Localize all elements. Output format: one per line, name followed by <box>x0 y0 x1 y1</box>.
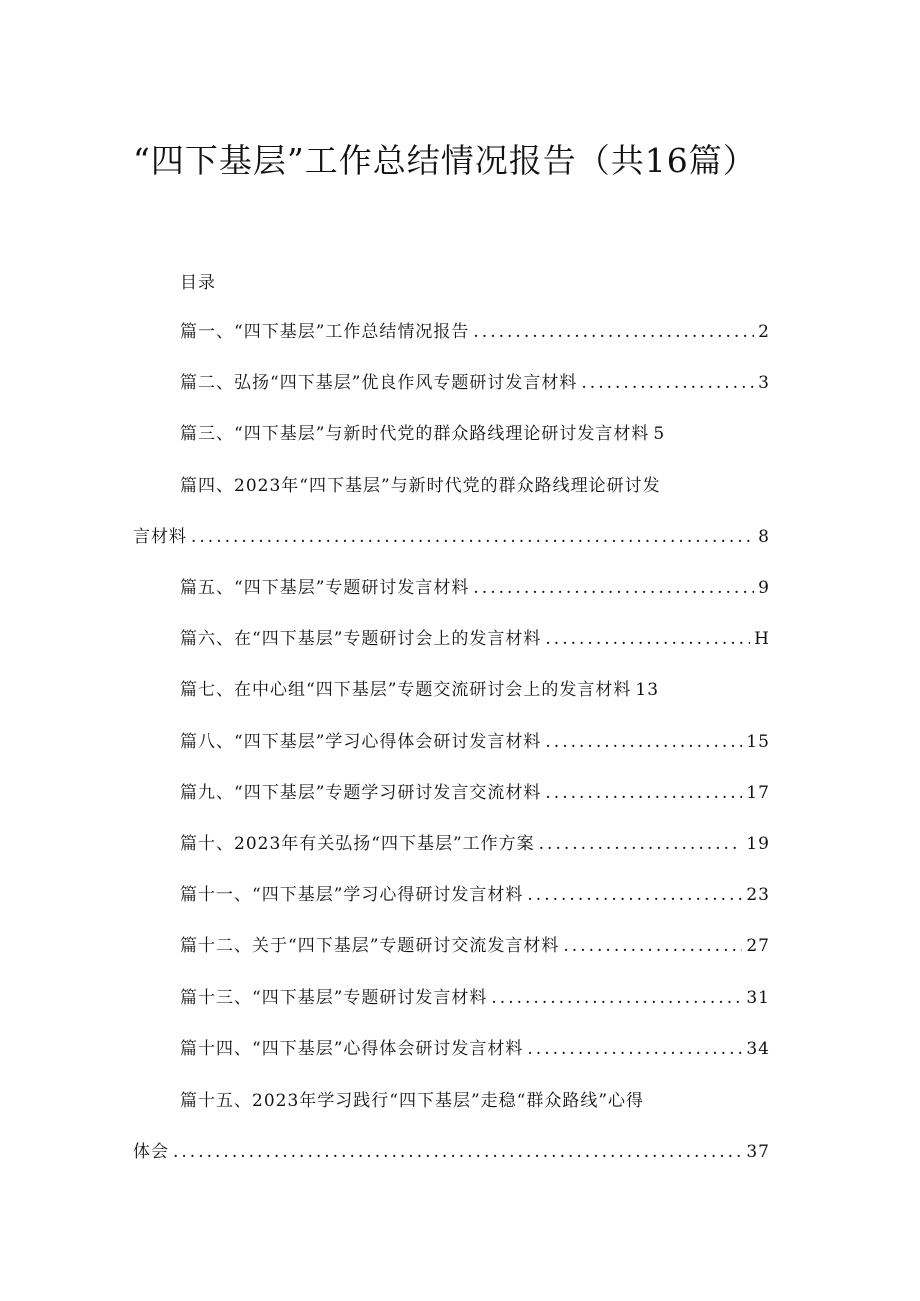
toc-leader-dots <box>527 883 742 907</box>
toc-leader-dots <box>539 832 743 856</box>
toc-entry-page: 9 <box>758 578 770 598</box>
toc-entry-text: 篇五、“四下基层”专题研讨发言材料 <box>180 578 470 598</box>
toc-entry-8[interactable] <box>180 730 770 754</box>
toc-entry-10[interactable] <box>180 832 770 856</box>
toc-entry-page: 13 <box>635 680 660 700</box>
toc-entry-text: 篇十二、关于“四下基层”专题研讨交流发言材料 <box>180 936 560 956</box>
toc-leader-dots <box>527 1037 742 1061</box>
toc-entry-text: 篇二、弘扬“四下基层”优良作风专题研讨发言材料 <box>180 373 578 393</box>
toc-entry-4-line1[interactable]: 篇四、2023年“四下基层”与新时代党的群众路线理论研讨发 <box>180 476 661 496</box>
toc-entry-page: H <box>754 629 770 649</box>
toc-entry-5[interactable] <box>180 576 770 600</box>
toc-entry-6[interactable] <box>180 627 770 651</box>
toc-entry-3[interactable] <box>180 422 770 446</box>
toc-leader-dots <box>563 934 742 958</box>
toc-heading: 目录 <box>180 273 216 293</box>
toc-entry-15[interactable] <box>133 1140 770 1164</box>
toc-entry-text: 篇十一、“四下基层”学习心得研讨发言材料 <box>180 885 524 905</box>
toc-leader-dots <box>545 730 742 754</box>
toc-leader-dots <box>473 576 754 600</box>
toc-leader-dots <box>173 1140 742 1164</box>
toc-entry-1[interactable] <box>180 320 770 344</box>
toc-entry-7[interactable] <box>180 678 770 702</box>
toc-entry-text: 篇十四、“四下基层”心得体会研讨发言材料 <box>180 1039 524 1059</box>
toc-leader-dots <box>581 371 754 395</box>
toc-entry-page: 8 <box>758 527 770 547</box>
toc-entry-text: 篇九、“四下基层”专题学习研讨发言交流材料 <box>180 783 542 803</box>
toc-leader-dots <box>473 320 754 344</box>
toc-entry-14[interactable] <box>180 1037 770 1061</box>
toc-leader-dots <box>191 525 754 549</box>
toc-entry-text: 言材料 <box>133 527 187 547</box>
toc-entry-page: 23 <box>746 885 770 905</box>
toc-leader-dots <box>545 781 742 805</box>
toc-entry-15-line1[interactable]: 篇十五、2023年学习践行“四下基层”走稳“群众路线”心得 <box>180 1091 645 1111</box>
toc-entry-text: 篇八、“四下基层”学习心得体会研讨发言材料 <box>180 732 542 752</box>
toc-entry-page: 37 <box>746 1142 770 1162</box>
toc-entry-text: 篇十三、“四下基层”专题研讨发言材料 <box>180 988 488 1008</box>
toc-entry-page: 27 <box>746 936 770 956</box>
toc-entry-13[interactable] <box>180 986 770 1010</box>
toc-entry-page: 17 <box>746 783 770 803</box>
toc-entry-text: 篇六、在“四下基层”专题研讨会上的发言材料 <box>180 629 542 649</box>
toc-entry-text: 篇三、“四下基层”与新时代党的群众路线理论研讨发言材料 <box>180 424 650 444</box>
toc-entry-page: 19 <box>746 834 770 854</box>
toc-entry-text: 篇一、“四下基层”工作总结情况报告 <box>180 322 470 342</box>
toc-leader-dots <box>545 627 750 651</box>
toc-entry-text: 篇十、2023年有关弘扬“四下基层”工作方案 <box>180 834 535 854</box>
toc-entry-page: 34 <box>746 1039 770 1059</box>
toc-entry-4[interactable] <box>133 525 770 549</box>
toc-entry-text: 篇七、在中心组“四下基层”专题交流研讨会上的发言材料 <box>180 680 632 700</box>
toc-entry-page: 3 <box>758 373 770 393</box>
toc-entry-2[interactable] <box>180 371 770 395</box>
toc-entry-page: 15 <box>746 732 770 752</box>
toc-entry-12[interactable] <box>180 934 770 958</box>
toc-leader-dots <box>491 986 742 1010</box>
toc-entry-9[interactable] <box>180 781 770 805</box>
toc-entry-page: 31 <box>746 988 770 1008</box>
toc-entry-text: 体会 <box>133 1142 169 1162</box>
toc-entry-page: 2 <box>758 322 770 342</box>
toc-entry-page: 5 <box>653 424 666 444</box>
toc-entry-11[interactable] <box>180 883 770 907</box>
document-title: “四下基层”工作总结情况报告（共16篇） <box>133 141 757 180</box>
